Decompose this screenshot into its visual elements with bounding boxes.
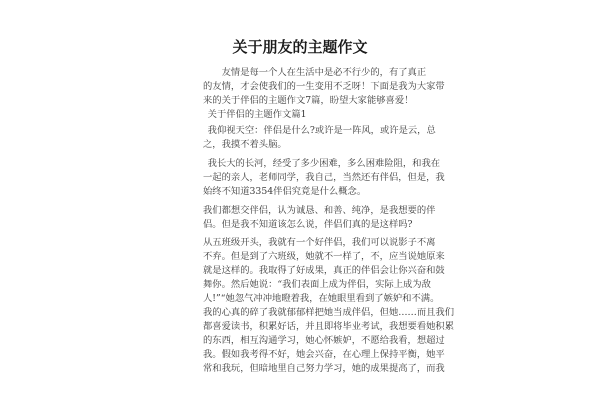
- text-line: 侣。但是我不知道该怎么说，伴侣们真的是这样吗?: [203, 219, 413, 230]
- text-line: 舞你。然后她说：“我们表面上成为伴侣，实际上成为敌: [203, 279, 431, 290]
- text-line: 友情是每一个人在生活中是必不行少的，有了真正: [221, 67, 427, 78]
- text-line: 之，我摸不着头脑。: [203, 139, 287, 150]
- document-body: [203, 66, 455, 376]
- text-line: 从五班级开头，我就有一个好伴侣，我们可以说影子不离: [203, 237, 436, 248]
- text-line: 的友情，才会使我们的一生变用不乏呀！下面是我为大家带: [203, 81, 445, 92]
- text-line: 关于伴侣的主题作文篇1: [207, 109, 307, 120]
- document-title: 关于朋友的主题作文: [232, 38, 368, 56]
- text-line: 都喜爱读书，积累好话，并且即将毕业考试，我想要看她积累: [203, 321, 455, 332]
- text-line: 一起的亲人，老师同学，我自己，当然还有伴侣，但是，我: [203, 172, 445, 183]
- text-line: 来的关于伴侣的主题作文7篇，盼望大家能够喜爱！: [203, 95, 414, 106]
- text-line: 我的心真的碎了我就郁郁样把她当成伴侣，但她……而且我们: [203, 307, 455, 318]
- text-line: 我们都想交伴侣，认为诚恳、和善、纯净，是我想要的伴: [203, 205, 436, 216]
- text-line: 人!”“她忽气冲冲地瞪着我，在她眼里看到了嫉妒和不满。: [203, 293, 440, 304]
- text-line: 就是这样的。我取得了好成果，真正的伴侣会让你兴奋和鼓: [203, 265, 445, 276]
- text-line: 我长大的长河，经受了多少困难，多么困难险阻，和我在: [207, 158, 441, 169]
- text-line: 我仰视天空：伴侣是什么?或许是一阵风，或许是云，总: [207, 125, 436, 136]
- text-line: 常和我玩，但暗地里自己努力学习，她的成果提高了，而我: [203, 363, 445, 374]
- text-line: 始终不知道3354伴侣究竟是什么概念。: [203, 186, 367, 197]
- text-line: 我。假如我考得不好，她会兴奋，在心理上保持平衡，她平: [203, 349, 445, 360]
- text-line: 的东西，相互沟通学习，她心怀嫉妒，不愿给我看，想超过: [203, 335, 445, 346]
- text-line: 不弃。但是到了六班级，她就不一样了，不，应当说她原来: [203, 251, 445, 262]
